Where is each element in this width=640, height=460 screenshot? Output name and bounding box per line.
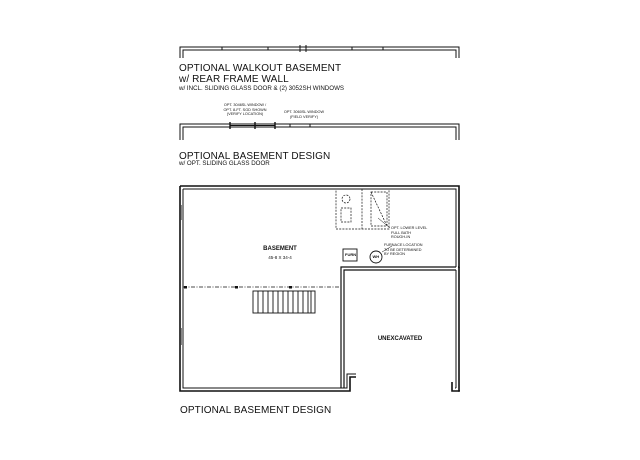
- footer-title: OPTIONAL BASEMENT DESIGN: [180, 405, 332, 416]
- water-heater-tag: WH: [372, 254, 380, 259]
- walkout-wall-strip: [180, 45, 459, 58]
- basement-room-dims: 45-8 X 34-4: [268, 255, 292, 260]
- optional-bath: [336, 189, 389, 229]
- basement-design-subtitle: w/ OPT. SLIDING GLASS DOOR: [179, 160, 270, 167]
- furnace-tag: FURN: [345, 252, 357, 257]
- walkout-subtitle-1: w/ REAR FRAME WALL: [179, 74, 289, 85]
- basement-design-title: OPTIONAL BASEMENT DESIGN: [179, 151, 331, 162]
- basement-walls: [180, 186, 460, 391]
- unexcavated-label: UNEXCAVATED: [377, 336, 423, 342]
- stairs: [253, 291, 315, 313]
- window-note-left: OPT. 3046SL WINDOW / OPT. 8-FT. SGD SHOWN (VERIFY LOCATION): [223, 103, 267, 117]
- furnace-note: FURNACE LOCATION TO BE DETERMINED BY REGION: [384, 243, 423, 257]
- basement-room-label: BASEMENT: [263, 246, 297, 252]
- bath-note: OPT. LOWER LEVEL FULL BATH ROUGH-IN: [391, 226, 428, 240]
- window-note-right: OPT. 3060SL WINDOW (FIELD VERIFY): [283, 110, 325, 119]
- walkout-subtitle-2: w/ INCL. SLIDING GLASS DOOR & (2) 3052SH WINDOWS: [179, 85, 345, 92]
- walkout-title: OPTIONAL WALKOUT BASEMENT: [179, 63, 342, 74]
- sliding-door-wall-strip: [180, 122, 459, 140]
